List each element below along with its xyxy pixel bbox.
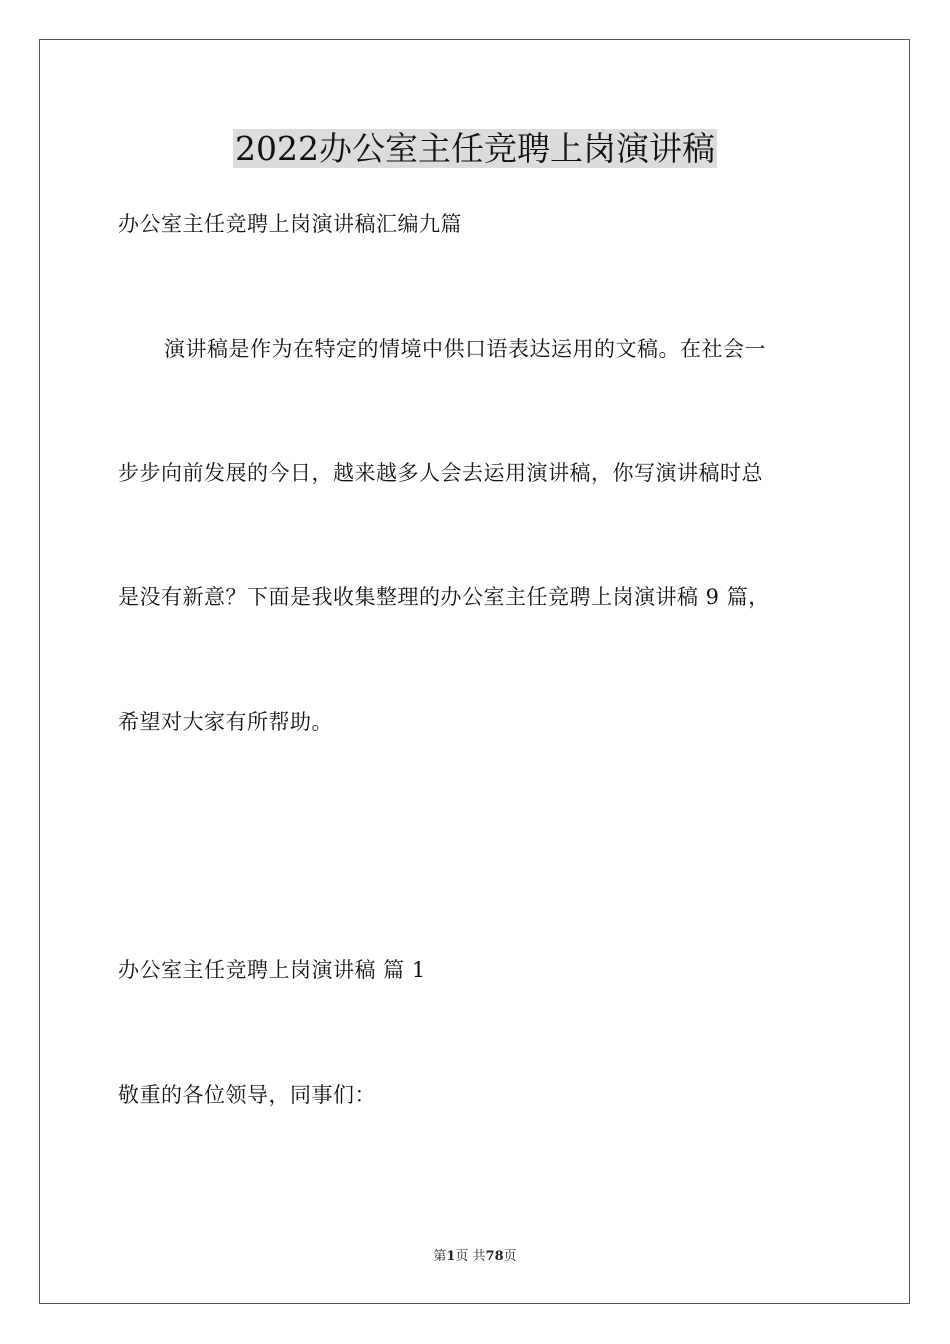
- paragraph-line-1: 演讲稿是作为在特定的情境中供口语表达运用的文稿。在社会一: [164, 337, 766, 361]
- greeting-line: 敬重的各位领导，同事们：: [118, 1083, 376, 1107]
- page-footer: [0, 1249, 950, 1265]
- document-title: [0, 128, 950, 170]
- paragraph-line-2: 步步向前发展的今日，越来越多人会去运用演讲稿，你写演讲稿时总: [118, 461, 763, 485]
- section-heading: 办公室主任竞聘上岗演讲稿 篇 1: [118, 958, 426, 982]
- footer-page-current: 1: [446, 1249, 456, 1264]
- document-title-text: 2022办公室主任竞聘上岗演讲稿: [235, 129, 715, 168]
- footer-prefix: 第: [433, 1249, 447, 1264]
- footer-page-total: 78: [485, 1249, 504, 1264]
- subtitle-line: 办公室主任竞聘上岗演讲稿汇编九篇: [118, 212, 462, 236]
- paragraph-line-4: 希望对大家有所帮助。: [118, 710, 333, 734]
- footer-mid: 页 共: [455, 1249, 486, 1264]
- paragraph-line-3: 是没有新意？下面是我收集整理的办公室主任竞聘上岗演讲稿 9 篇，: [118, 585, 770, 609]
- footer-suffix: 页: [503, 1249, 517, 1264]
